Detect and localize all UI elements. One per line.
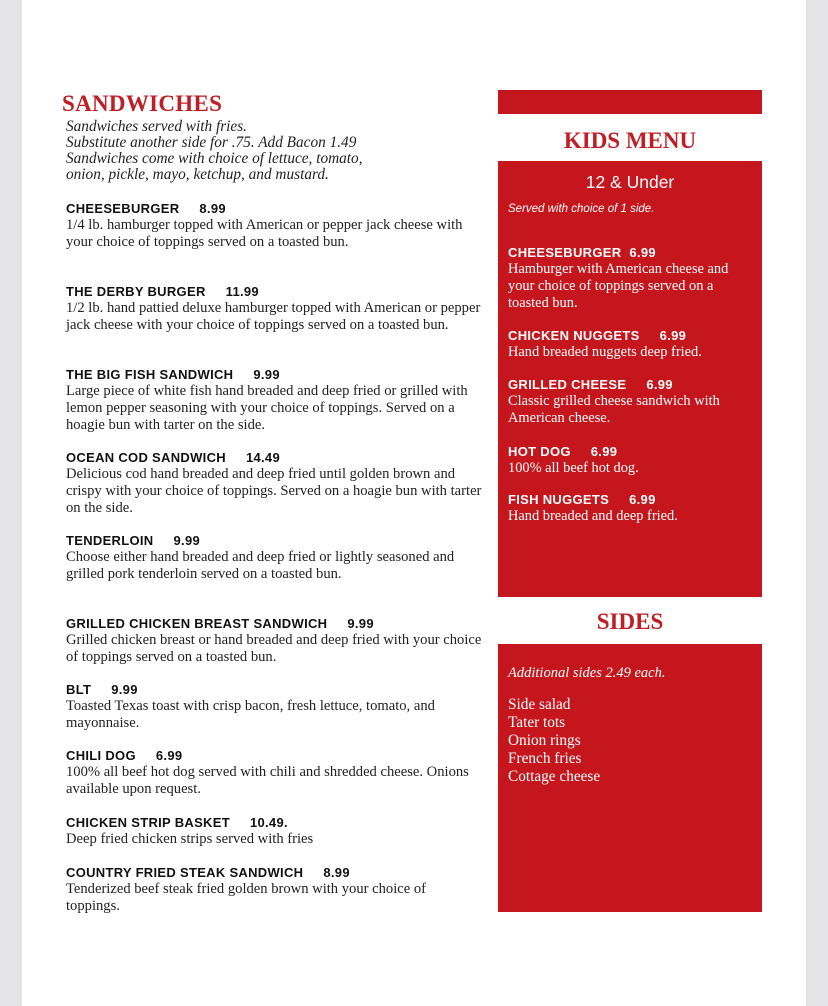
item-description: Tenderized beef steak fried golden brown with your choice of toppings.	[66, 881, 427, 914]
kids-menu-item	[508, 327, 756, 361]
menu-item	[66, 366, 482, 433]
item-name: HOT DOG	[508, 444, 571, 459]
item-description: Hand breaded nuggets deep fried.	[508, 344, 702, 360]
decorative-bar	[498, 90, 762, 114]
item-price: 6.99	[646, 377, 673, 392]
item-price: 9.99	[253, 367, 280, 382]
item-name: FISH NUGGETS	[508, 492, 610, 507]
item-price: 6.99	[629, 492, 656, 507]
kids-menu-title: KIDS MENU	[563, 128, 697, 153]
item-name: GRILLED CHEESE	[508, 377, 627, 392]
sides-list	[508, 696, 762, 786]
item-description: Hamburger with American cheese and your choice of toppings served on a toasted bun.	[508, 261, 729, 311]
menu-item	[66, 814, 313, 848]
item-price: 9.99	[111, 682, 138, 697]
item-description: 1/4 lb. hamburger topped with American or pepper jack cheese with your choice of toppings served on a toasted bun.	[66, 217, 463, 250]
item-description: Classic grilled cheese sandwich with American cheese.	[508, 393, 720, 426]
item-description: Large piece of white fish hand breaded and deep fried or grilled with lemon pepper seasoning with your choice of toppings. Served on a hoagie bun with tarter on the side.	[66, 383, 468, 433]
menu-item	[66, 283, 482, 334]
menu-item	[66, 200, 482, 251]
sandwiches-title: SANDWICHES	[62, 91, 223, 116]
item-description: Choose either hand breaded and deep fried or lightly seasoned and grilled pork tenderloin served on a toasted bun.	[66, 549, 455, 582]
kids-side-note: Served with choice of 1 side.	[508, 203, 655, 215]
menu-item	[66, 615, 482, 666]
item-price: 8.99	[199, 201, 226, 216]
item-description: 100% all beef hot dog.	[508, 460, 639, 476]
item-price: 9.99	[173, 533, 201, 548]
item-description: Delicious cod hand breaded and deep fried until golden brown and crispy with your choice of toppings. Served on a hoagie bun with tarter on the side.	[66, 466, 482, 516]
intro-line: Substitute another side for .75. Add Bacon 1.49	[66, 134, 357, 151]
kids-age-label: 12 & Under	[585, 172, 675, 192]
side-item: Onion rings	[508, 732, 581, 749]
kids-menu-item	[508, 443, 756, 477]
side-item: Cottage cheese	[508, 768, 601, 785]
item-name: CHICKEN STRIP BASKET	[66, 815, 230, 830]
item-name: OCEAN COD SANDWICH	[66, 450, 226, 465]
item-name: CHEESEBURGER	[66, 201, 180, 216]
menu-item	[66, 532, 482, 583]
menu-item	[66, 681, 482, 732]
item-price: 10.49.	[249, 815, 288, 830]
item-price: 6.99	[590, 444, 618, 459]
item-description: Grilled chicken breast or hand breaded and deep fried with your choice of toppings served on a toasted bun.	[66, 632, 482, 665]
item-description: Hand breaded and deep fried.	[508, 508, 678, 524]
item-description: Deep fried chicken strips served with fries	[66, 831, 314, 847]
intro-line: onion, pickle, mayo, ketchup, and mustard.	[66, 166, 329, 183]
menu-item	[66, 864, 482, 915]
item-name: CHICKEN NUGGETS	[508, 328, 640, 343]
item-description: 100% all beef hot dog served with chili and shredded cheese. Onions available upon request.	[66, 764, 469, 797]
item-price: 6.99	[155, 748, 183, 763]
item-name: CHEESEBURGER	[508, 245, 622, 260]
side-item: French fries	[508, 750, 582, 767]
item-price: 11.99	[225, 284, 259, 299]
sides-price-note: Additional sides 2.49 each.	[508, 665, 666, 681]
kids-menu-item	[508, 244, 756, 311]
item-name: BLT	[66, 682, 92, 697]
kids-menu-item	[508, 491, 756, 525]
item-description: 1/2 lb. hand pattied deluxe hamburger topped with American or pepper jack cheese with your choice of toppings served on a toasted bun.	[66, 300, 481, 333]
item-price: 6.99	[659, 328, 687, 343]
item-price: 6.99	[629, 245, 656, 260]
item-name: TENDERLOIN	[66, 533, 154, 548]
intro-line: Sandwiches served with fries.	[66, 118, 247, 135]
kids-menu-box	[498, 161, 762, 597]
item-name: THE DERBY BURGER	[66, 284, 206, 299]
item-name: THE BIG FISH SANDWICH	[66, 367, 234, 382]
item-name: CHILI DOG	[66, 748, 136, 763]
item-name: COUNTRY FRIED STEAK SANDWICH	[66, 865, 304, 880]
menu-item	[66, 747, 482, 798]
menu-item	[66, 449, 482, 516]
sides-title: SIDES	[596, 609, 664, 634]
item-name: GRILLED CHICKEN BREAST SANDWICH	[66, 616, 328, 631]
side-item: Tater tots	[508, 714, 566, 731]
sides-box	[498, 644, 762, 912]
sandwiches-intro	[66, 119, 482, 183]
kids-menu-item	[508, 376, 756, 427]
item-description: Toasted Texas toast with crisp bacon, fresh lettuce, tomato, and mayonnaise.	[66, 698, 435, 731]
sandwiches-section	[62, 91, 482, 914]
intro-line: Sandwiches come with choice of lettuce, tomato,	[66, 150, 363, 167]
menu-page	[22, 0, 806, 1006]
side-item: Side salad	[508, 696, 571, 713]
item-price: 9.99	[347, 616, 374, 631]
item-price: 14.49	[245, 450, 280, 465]
item-price: 8.99	[323, 865, 350, 880]
